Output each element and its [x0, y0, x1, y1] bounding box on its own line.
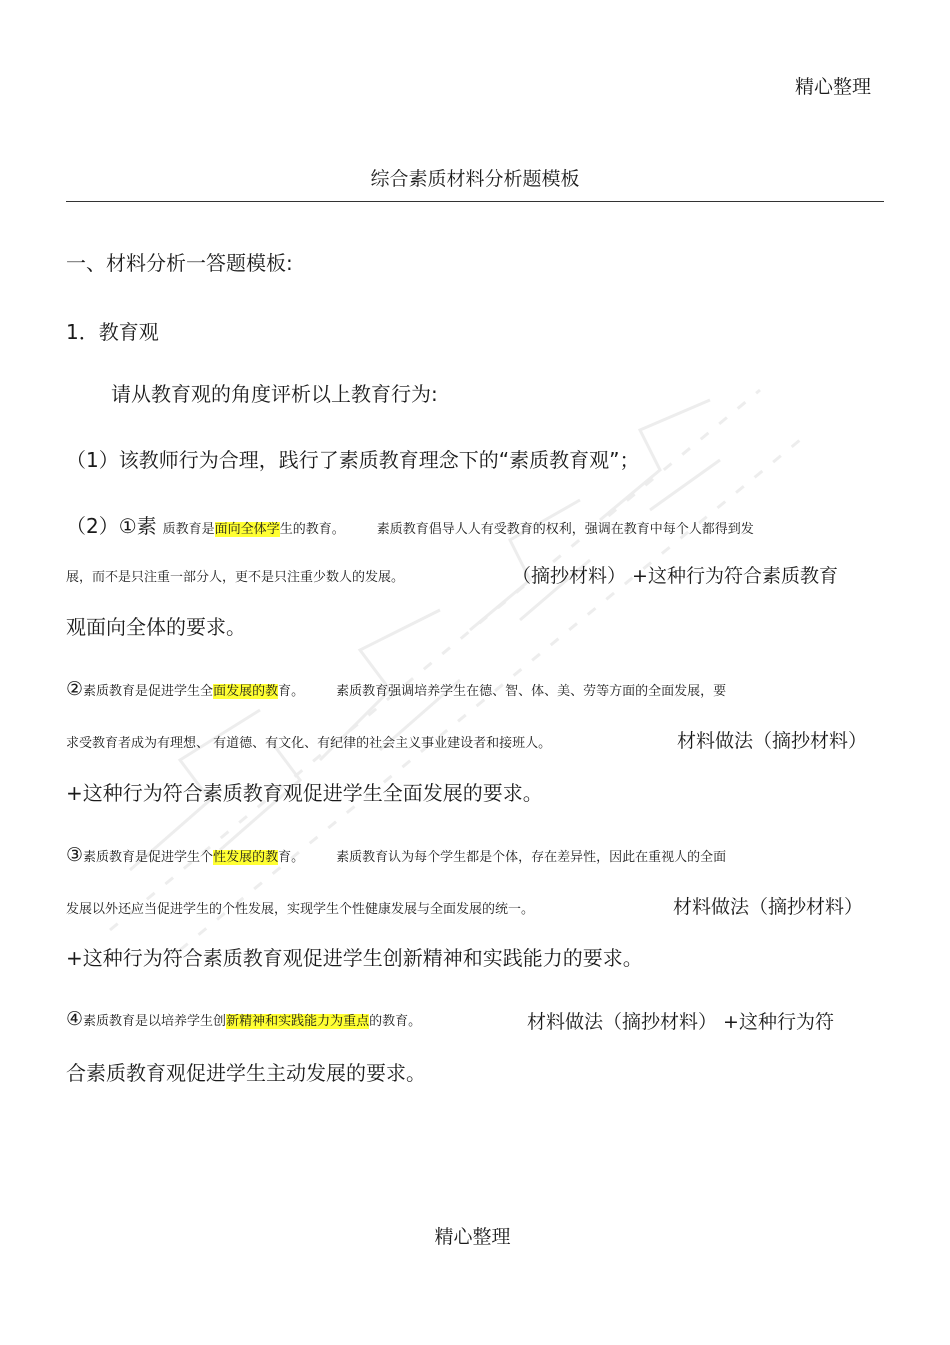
point-2c-line-2-big: 材料做法（摘抄材料）: [673, 896, 864, 918]
point-1: （1）该教师行为合理，践行了素质教育理念下的“素质教育观”；: [66, 448, 640, 472]
point-2a-line-2-big: （摘抄材料） +这种行为符合素质教育: [512, 565, 838, 587]
document-title: 综合素质材料分析题模板: [370, 168, 580, 190]
point-2b-line-1: [66, 678, 726, 700]
circled-4: ④: [66, 1008, 84, 1030]
prompt-text: 请从教育观的角度评析以上教育行为:: [111, 382, 438, 406]
point-2d-line-1-big: 材料做法（摘抄材料） +这种行为符: [527, 1011, 834, 1033]
point-2b-desc: 素质教育强调培养学生在德、智、体、美、劳等方面的全面发展，要: [336, 684, 727, 699]
point-2b-line-3: +这种行为符合素质教育观促进学生全面发展的要求。: [66, 781, 543, 805]
point-2d-line-2: 合素质教育观促进学生主动发展的要求。: [66, 1061, 426, 1085]
point-2a-text-end: 生的教育。: [279, 522, 345, 537]
point-2a-line-3: 观面向全体的要求。: [66, 615, 246, 639]
point-2c-text: 素质教育是促进学生个: [83, 850, 214, 865]
subsection-heading: 1．教育观: [66, 320, 159, 344]
circled-3: ③: [66, 844, 84, 866]
point-2b-line-2-big: 材料做法（摘抄材料）: [677, 730, 868, 752]
point-2a-line-1: [66, 510, 754, 539]
watermark-graphic: [60, 330, 840, 970]
point-2c-line-2-small: 发展以外还应当促进学生的个性发展，实现学生个性健康发展与全面发展的统一。: [66, 902, 535, 917]
point-2a-prefix: （2）①素: [66, 514, 157, 538]
point-2d-text: 素质教育是以培养学生创: [83, 1014, 227, 1029]
point-2a-desc: 素质教育倡导人人有受教育的权利，强调在教育中每个人都得到发: [376, 522, 754, 537]
circled-2: ②: [66, 678, 84, 700]
point-2b-text-end: 育。: [278, 684, 305, 699]
highlight-2b: 面发展的教: [213, 684, 279, 699]
point-2c-line-1: [66, 844, 726, 866]
point-2d-line-1: [66, 1008, 421, 1030]
point-2c-desc: 素质教育认为每个学生都是个体，存在差异性，因此在重视人的全面: [336, 850, 727, 865]
highlight-2d: 新精神和实践能力为重点: [226, 1014, 370, 1029]
point-2b-line-2-small: 求受教育者成为有理想、 有道德、有文化、有纪律的社会主义事业建设者和接班人。: [66, 736, 552, 751]
point-2c-text-end: 育。: [278, 850, 305, 865]
highlight-2c: 性发展的教: [213, 850, 279, 865]
title-divider: [66, 201, 884, 202]
point-2a-text: 质教育是: [162, 522, 215, 537]
highlight-2a: 面向全体学: [214, 522, 280, 537]
point-2d-text-end: 的教育。: [369, 1014, 422, 1029]
section-heading: 一、材料分析一答题模板:: [66, 251, 293, 275]
point-2c-line-3: +这种行为符合素质教育观促进学生创新精神和实践能力的要求。: [66, 946, 643, 970]
footer-note: 精心整理: [434, 1226, 511, 1248]
point-2b-text: 素质教育是促进学生全: [83, 684, 214, 699]
point-2a-line-2-small: 展，而不是只注重一部分人，更不是只注重少数人的发展。: [66, 570, 405, 585]
header-note: 精心整理: [795, 76, 872, 98]
